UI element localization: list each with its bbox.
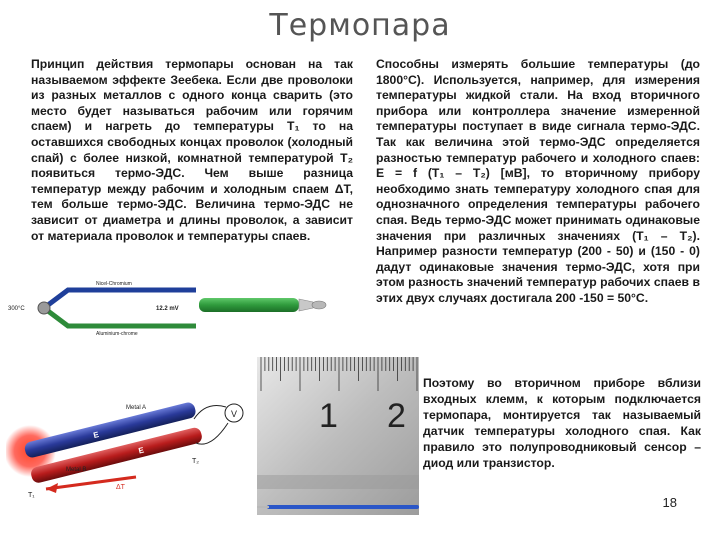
emf-label: 12.2 mV — [156, 306, 179, 312]
hot-junction-icon — [38, 302, 50, 314]
right-text-block — [376, 57, 700, 307]
slide-title: Термопара — [269, 8, 451, 43]
left-paragraph: Принцип действия термопары основан на так называемом эффекте Зеебека. Если две проволоки из разных металлов с одного конца сварить (это место будет называться рабочим или горячим спаем) и нагреть до температуры T₁ то на оставшихся свободных концах проволок (холодный спай) с более низкой, комнатной температурой T₂ появиться термо-ЭДС. Чем выше разница температур между рабочим и холодным спаем ΔT, тем больше термо-ЭДС. Величина термо-ЭДС не зависит от диаметра и длины проволок, а зависит от материала проволок и температуры спаев. — [31, 57, 353, 243]
t1-label: T₁ — [28, 492, 35, 499]
page-number: 18 — [662, 495, 677, 510]
bottom-paragraph: Поэтому во вторичном приборе вблизи входных клемм, к которым подключается термопара, монтируется так называемый датчик температуры холодного спая. Как правило это полупроводниковый сенсор – диод или транзистор. — [423, 376, 701, 470]
bottom-text-block — [423, 375, 701, 471]
t2-label: T₂ — [192, 458, 199, 465]
thermocouple-diagram — [6, 276, 196, 336]
cable-photo — [197, 286, 332, 326]
ruler-mark-1: 1 — [319, 397, 338, 435]
top-wire-label: Nicel-Chromium — [96, 281, 132, 287]
ruler-photo — [257, 357, 419, 515]
voltmeter-label: V — [231, 409, 238, 419]
left-text-block — [31, 57, 353, 244]
ruler-mark-2: 2 — [387, 397, 406, 435]
seebeck-illustration — [6, 393, 256, 503]
blue-wire-icon — [267, 505, 419, 509]
bottom-wire-label: Aluminium-chrome — [96, 331, 138, 336]
right-paragraph: Способны измерять большие температуры (до 1800°С). Используется, например, для измерения температуры жидкой стали. На вход вторичного прибора или контроллера значение измеренной температуры поступает в виде сигнала термо-ЭДС. Так как величина этой термо-ЭДС определяется разностью температур рабочего и холодного спаев: E = f (T₁ – T₂) [мВ], то вторичному прибору необходимо знать температуру холодного спая для однозначного определения температуры рабочего спая. Ведь термо-ЭДС может принимать одинаковые значения при различных значениях (T₁ – T₂). Например разности температур (200 - 50) и (150 - 0) дадут одинаковые значения термо-ЭДС, хотя при этом разность значений температур рабочих спаев в этих двух случаях достигала 200 -150 = 50°С. — [376, 57, 700, 305]
green-cable-icon — [199, 298, 299, 312]
hot-junction-label: 300°C — [8, 306, 25, 312]
delta-t-label: ΔT — [116, 484, 125, 491]
e-label-bottom: E — [137, 445, 145, 456]
metal-a-label: Metal A — [126, 405, 147, 411]
e-label-top: E — [92, 430, 100, 441]
metal-b-label: Metal B — [66, 467, 87, 473]
